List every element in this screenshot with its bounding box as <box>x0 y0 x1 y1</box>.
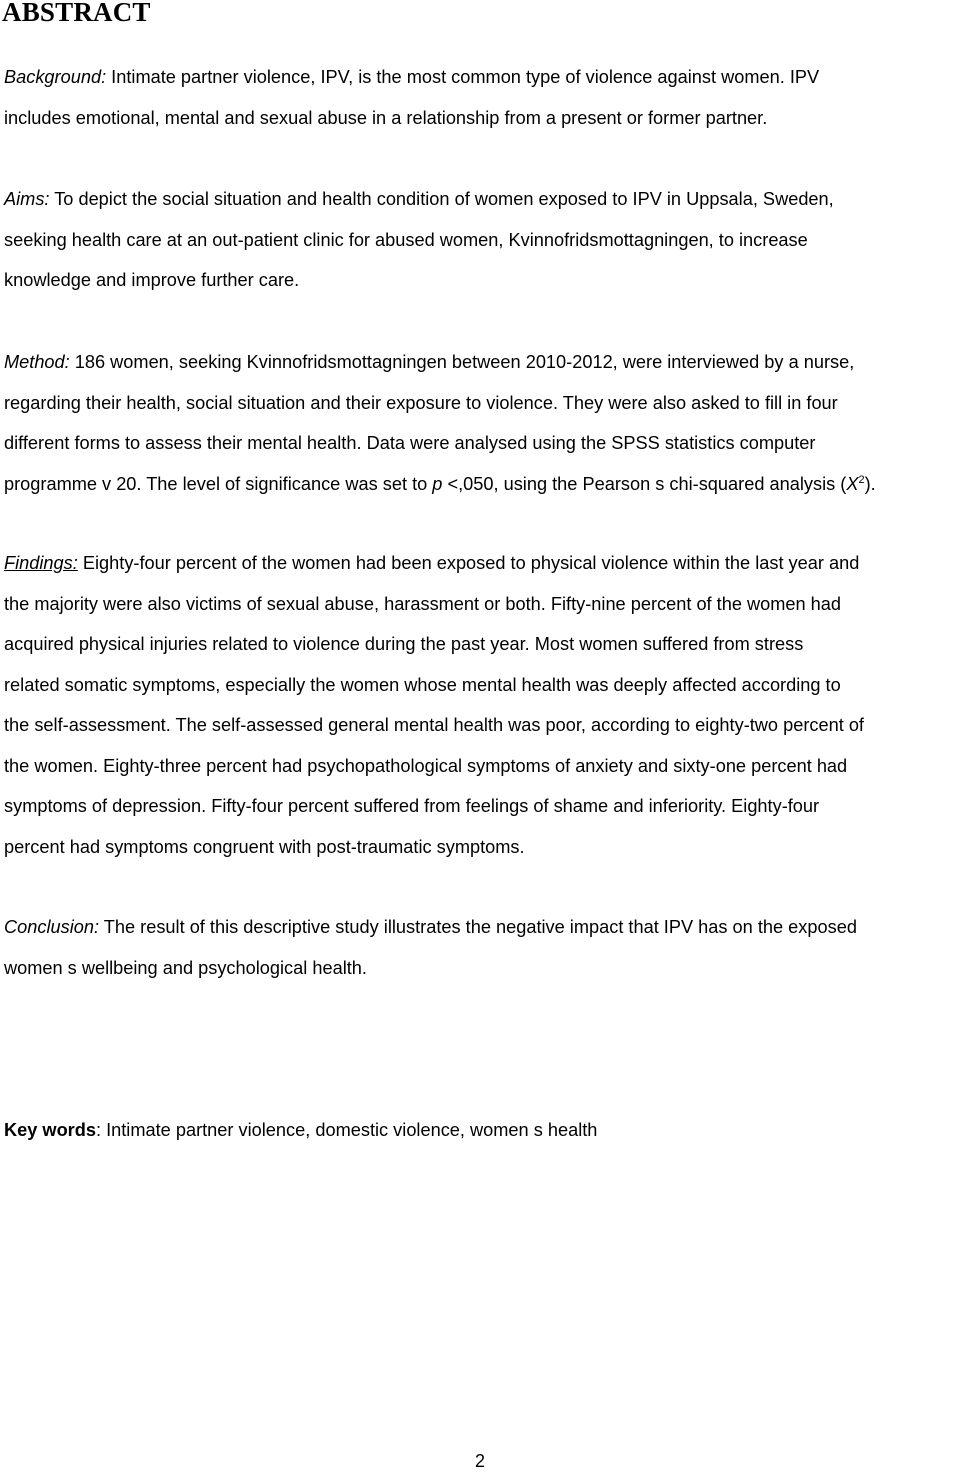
findings-line-5: the self-assessment. The self-assessed general mental health was poor, according to eighty-two percent of <box>4 715 864 735</box>
background-line-1: Background: Intimate partner violence, IPV, is the most common type of violence against women. IPV <box>4 67 820 87</box>
method-label: Method: <box>4 352 70 372</box>
p-value-symbol: p <box>432 473 443 494</box>
findings-line-7: symptoms of depression. Fifty-four percent suffered from feelings of shame and inferiority. Eighty-four <box>4 796 820 816</box>
findings-paragraph <box>4 543 958 867</box>
aims-paragraph <box>4 179 958 301</box>
aims-line-1: Aims: To depict the social situation and health condition of women exposed to IPV in Uppsala, Sweden, <box>4 189 834 209</box>
conclusion-paragraph <box>4 907 958 988</box>
background-label: Background: <box>4 67 107 87</box>
aims-line-2: seeking health care at an out-patient clinic for abused women, Kvinnofridsmottagningen, to increase <box>4 229 808 250</box>
findings-line-2: the majority were also victims of sexual abuse, harassment or both. Fifty-nine percent of the women had <box>4 593 842 614</box>
findings-line-8: percent had symptoms congruent with post-traumatic symptoms. <box>4 836 525 857</box>
findings-line-1: Findings: Eighty-four percent of the women had been exposed to physical violence within the last year and <box>4 553 860 573</box>
method-line-1: Method: 186 women, seeking Kvinnofridsmottagningen between 2010-2012, were interviewed by a nurse, <box>4 352 855 372</box>
keywords-label: Key words <box>4 1120 96 1140</box>
conclusion-line-2: women s wellbeing and psychological health. <box>4 957 367 978</box>
page-number: 2 <box>474 1451 485 1471</box>
method-line-2: regarding their health, social situation and their exposure to violence. They were also asked to fill in four <box>4 392 838 413</box>
findings-line-6: the women. Eighty-three percent had psychopathological symptoms of anxiety and sixty-one percent had <box>4 755 848 776</box>
abstract-heading: ABSTRACT <box>2 0 151 27</box>
aims-line-3: knowledge and improve further care. <box>4 270 300 290</box>
findings-line-4: related somatic symptoms, especially the women whose mental health was deeply affected according to <box>4 674 841 695</box>
keywords-line <box>4 1110 958 1151</box>
method-paragraph <box>4 342 958 504</box>
aims-label: Aims: <box>4 189 50 209</box>
keywords-text: : Intimate partner violence, domestic violence, women s health <box>95 1120 598 1140</box>
chi-symbol: X <box>846 473 859 494</box>
findings-label: Findings: <box>4 553 78 573</box>
method-line-3: different forms to assess their mental health. Data were analysed using the SPSS statistics computer <box>4 433 816 453</box>
keywords-paragraph <box>4 1110 958 1151</box>
findings-line-3: acquired physical injuries related to violence during the past year. Most women suffered from stress <box>4 634 804 654</box>
background-line-2: includes emotional, mental and sexual abuse in a relationship from a present or former partner. <box>4 107 768 128</box>
chi-superscript: 2 <box>858 473 865 486</box>
conclusion-line-1: Conclusion: The result of this descriptive study illustrates the negative impact that IPV has on the exposed <box>4 917 857 937</box>
method-line-4: programme v 20. The level of significance was set to p <,050, using the Pearson s chi-squared analysis $(X^2)$. <box>4 473 876 494</box>
conclusion-label: Conclusion: <box>4 917 100 937</box>
background-paragraph <box>4 57 958 138</box>
